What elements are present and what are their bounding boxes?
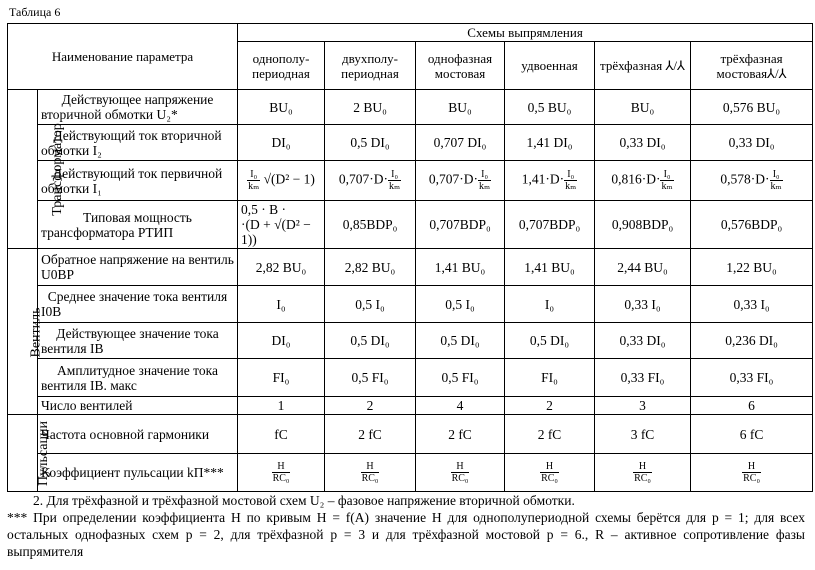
table-cell: 2,82 BU₀ <box>325 249 416 286</box>
table-cell: 0,85BDP₀ <box>325 201 416 249</box>
table-cell: $\frac{H}{\text{RC₀}}$ <box>238 454 325 492</box>
table-cell: 0,5 DI₀ <box>416 323 505 359</box>
table-cell: 0,5 DI₀ <box>325 323 416 359</box>
table-cell: DI₀ <box>238 125 325 161</box>
table-cell: 6 <box>691 397 813 415</box>
table-cell: 6 fC <box>691 415 813 454</box>
table-cell: 2,44 BU₀ <box>595 249 691 286</box>
table-cell: 2 BU₀ <box>325 90 416 125</box>
table-cell: $\frac{\text{I₀}}{\text{kₘ}}$ √(D² − 1) <box>238 161 325 201</box>
footnotes <box>7 492 805 560</box>
table-cell: 1,41 BU₀ <box>416 249 505 286</box>
table-cell: 1,41 DI₀ <box>505 125 595 161</box>
group-transformer: Трансформатор <box>8 90 38 249</box>
group-pulsation: Пульсации <box>8 415 38 492</box>
table-cell: $\frac{H}{\text{RC₀}}$ <box>595 454 691 492</box>
scheme-header: двухполу-периодная <box>325 42 416 90</box>
table-cell: I₀ <box>505 286 595 323</box>
param-label: Действующее значение тока вентиля IВ <box>38 323 238 359</box>
table-cell: DI₀ <box>238 323 325 359</box>
param-label: Среднее значение тока вентиля I0В <box>38 286 238 323</box>
table-cell: 0,707·D· $\frac{\text{I₀}}{\text{kₘ}}$ <box>416 161 505 201</box>
table-cell: 0,33 FI₀ <box>595 359 691 397</box>
table-cell: 0,33 DI₀ <box>595 125 691 161</box>
rectifier-parameters-table <box>7 23 813 492</box>
table-cell: 2,82 BU₀ <box>238 249 325 286</box>
footnote-1: 2. Для трёхфазной и трёхфазной мостовой схем U₂ – фазовое напряжение вторичной обмотки. <box>33 493 575 508</box>
table-cell: 0,707BDP₀ <box>416 201 505 249</box>
table-cell: 0,5 BU₀ <box>505 90 595 125</box>
scheme-header: трёхфазная ⅄/⅄ <box>595 42 691 90</box>
table-cell: 3 fC <box>595 415 691 454</box>
table-cell: 0,5 · B · ·(D + √(D² − 1)) <box>238 201 325 249</box>
table-cell: $\frac{H}{\text{RC₀}}$ <box>416 454 505 492</box>
table-cell: 1 <box>238 397 325 415</box>
table-cell: $\frac{H}{\text{RC₀}}$ <box>691 454 813 492</box>
table-cell: I₀ <box>238 286 325 323</box>
scheme-header: удвоенная <box>505 42 595 90</box>
param-label: Частота основной гармоники <box>38 415 238 454</box>
table-cell: 0,908BDP₀ <box>595 201 691 249</box>
table-cell: FI₀ <box>505 359 595 397</box>
param-label: Действующий ток вторичной обмотки I₂ <box>38 125 238 161</box>
param-label: Число вентилей <box>38 397 238 415</box>
table-cell: 0,33 I₀ <box>595 286 691 323</box>
table-cell: BU₀ <box>238 90 325 125</box>
param-label: Обратное напряжение на вентиль U0ВР <box>38 249 238 286</box>
table-cell: BU₀ <box>595 90 691 125</box>
table-cell: fC <box>238 415 325 454</box>
table-cell: 3 <box>595 397 691 415</box>
schemes-title: Схемы выпрямления <box>238 24 813 42</box>
param-label: Действующее напряжение вторичной обмотки U₂* <box>38 90 238 125</box>
table-cell: 4 <box>416 397 505 415</box>
table-cell: 1,22 BU₀ <box>691 249 813 286</box>
table-cell: 0,5 DI₀ <box>505 323 595 359</box>
table-cell: 0,707·D· $\frac{\text{I₀}}{\text{kₘ}}$ <box>325 161 416 201</box>
table-cell: 1,41·D· $\frac{\text{I₀}}{\text{kₘ}}$ <box>505 161 595 201</box>
table-cell: 0,236 DI₀ <box>691 323 813 359</box>
table-cell: 0,707 DI₀ <box>416 125 505 161</box>
table-cell: 0,33 DI₀ <box>691 125 813 161</box>
table-cell: 0,5 I₀ <box>325 286 416 323</box>
table-cell: 2 fC <box>325 415 416 454</box>
footnote-2: *** При определении коэффициента H по кривым H = f(A) значение H для однополупериодной схемы берётся для p = 1; для всех остальных однофазных схем p = 2, для трёхфазной p = 3 и для трёхфазной мостовой p = 6., R – активное сопротивление фазы выпрямителя <box>7 510 805 559</box>
table-cell: 0,707BDP₀ <box>505 201 595 249</box>
param-label: Амплитудное значение тока вентиля IВ. макс <box>38 359 238 397</box>
table-cell: 0,5 FI₀ <box>325 359 416 397</box>
table-cell: $\frac{H}{\text{RC₀}}$ <box>325 454 416 492</box>
group-valve: Вентиль <box>8 249 38 415</box>
table-cell: 0,5 I₀ <box>416 286 505 323</box>
table-cell: 2 <box>505 397 595 415</box>
parameter-column-header: Наименование параметра <box>8 24 238 90</box>
table-cell: 0,576BDP₀ <box>691 201 813 249</box>
scheme-header: однополу-периодная <box>238 42 325 90</box>
table-cell: $\frac{H}{\text{RC₀}}$ <box>505 454 595 492</box>
table-cell: BU₀ <box>416 90 505 125</box>
table-cell: 0,576 BU₀ <box>691 90 813 125</box>
table-caption: Таблица 6 <box>9 5 61 19</box>
table-cell: FI₀ <box>238 359 325 397</box>
table-cell: 0,33 FI₀ <box>691 359 813 397</box>
table-cell: 0,5 DI₀ <box>325 125 416 161</box>
table-cell: 0,33 I₀ <box>691 286 813 323</box>
table-cell: 2 <box>325 397 416 415</box>
table-cell: 0,5 FI₀ <box>416 359 505 397</box>
table-cell: 2 fC <box>416 415 505 454</box>
param-label: Действующий ток первичной обмотки I₁ <box>38 161 238 201</box>
param-label: Коэффициент пульсации kП*** <box>38 454 238 492</box>
scheme-header: однофазная мостовая <box>416 42 505 90</box>
table-cell: 2 fC <box>505 415 595 454</box>
table-cell: 1,41 BU₀ <box>505 249 595 286</box>
table-cell: 0,578·D· $\frac{\text{I₀}}{\text{kₘ}}$ <box>691 161 813 201</box>
scheme-header: трёхфазная мостовая⅄/⅄ <box>691 42 813 90</box>
table-cell: 0,816·D· $\frac{\text{I₀}}{\text{kₘ}}$ <box>595 161 691 201</box>
table-cell: 0,33 DI₀ <box>595 323 691 359</box>
param-label: Типовая мощность трансформатора PТИП <box>38 201 238 249</box>
